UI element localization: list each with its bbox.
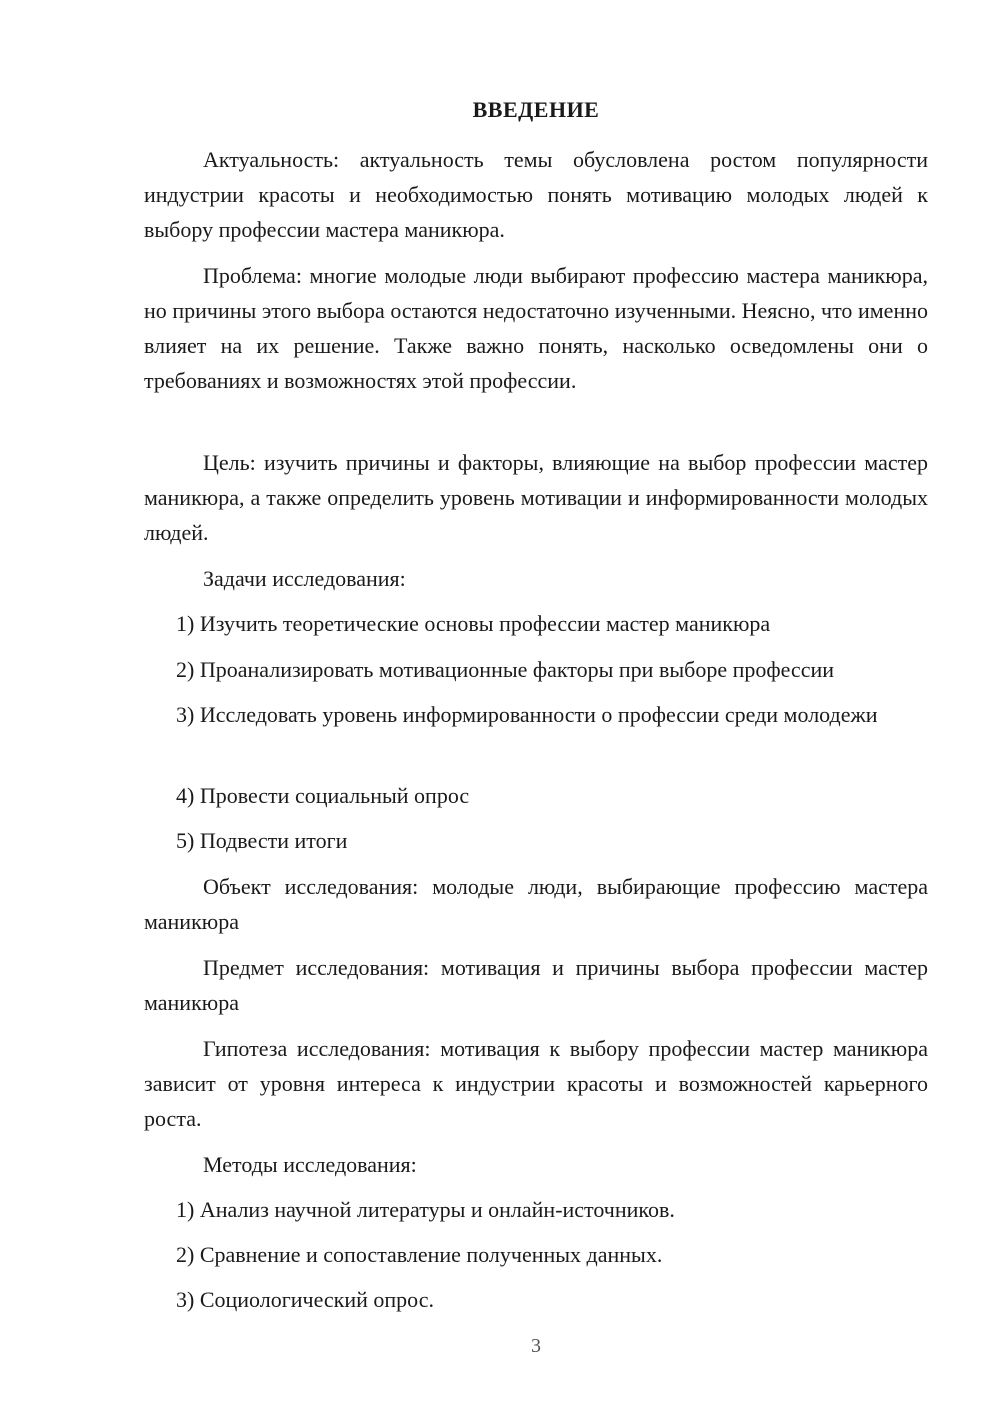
- task-item-5: 5) Подвести итоги: [176, 828, 348, 853]
- method-item-1: 1) Анализ научной литературы и онлайн-источников.: [176, 1197, 675, 1222]
- task-item-3: 3) Исследовать уровень информированности о профессии среди молодежи: [176, 702, 878, 727]
- methods-heading: Методы исследования:: [203, 1152, 417, 1177]
- task-item-2: 2) Проанализировать мотивационные факторы при выборе профессии: [176, 657, 835, 682]
- method-item-2: 2) Сравнение и сопоставление полученных данных.: [176, 1242, 663, 1267]
- paragraph-goal: Цель: изучить причины и факторы, влияющие на выбор профессии мастер маникюра, а также определить уровень мотивации и информированности молодых людей.: [144, 450, 928, 545]
- paragraph-hypothesis: Гипотеза исследования: мотивация к выбору профессии мастер маникюра зависит от уровня интереса к индустрии красоты и возможностей карьерного роста.: [144, 1036, 928, 1131]
- paragraph-relevance: Актуальность: актуальность темы обусловлена ростом популярности индустрии красоты и необходимостью понять мотивацию молодых людей к выбору профессии мастера маникюра.: [144, 147, 928, 242]
- task-item-1: 1) Изучить теоретические основы профессии мастер маникюра: [176, 611, 771, 636]
- paragraph-subject: Предмет исследования: мотивация и причины выбора профессии мастер маникюра: [144, 955, 928, 1015]
- task-item-4: 4) Провести социальный опрос: [176, 783, 470, 808]
- method-item-3: 3) Социологический опрос.: [176, 1287, 434, 1312]
- page-number: 3: [531, 1335, 541, 1357]
- section-title: ВВЕДЕНИЕ: [472, 97, 600, 122]
- paragraph-object: Объект исследования: молодые люди, выбирающие профессию мастера маникюра: [144, 874, 928, 934]
- tasks-heading: Задачи исследования:: [203, 566, 406, 591]
- paragraph-problem: Проблема: многие молодые люди выбирают профессию мастера маникюра, но причины этого выбора остаются недостаточно изученными. Неясно, что именно влияет на их решение. Также важно понять, насколько осведомлены они о требованиях и возможностях этой профессии.: [144, 263, 928, 393]
